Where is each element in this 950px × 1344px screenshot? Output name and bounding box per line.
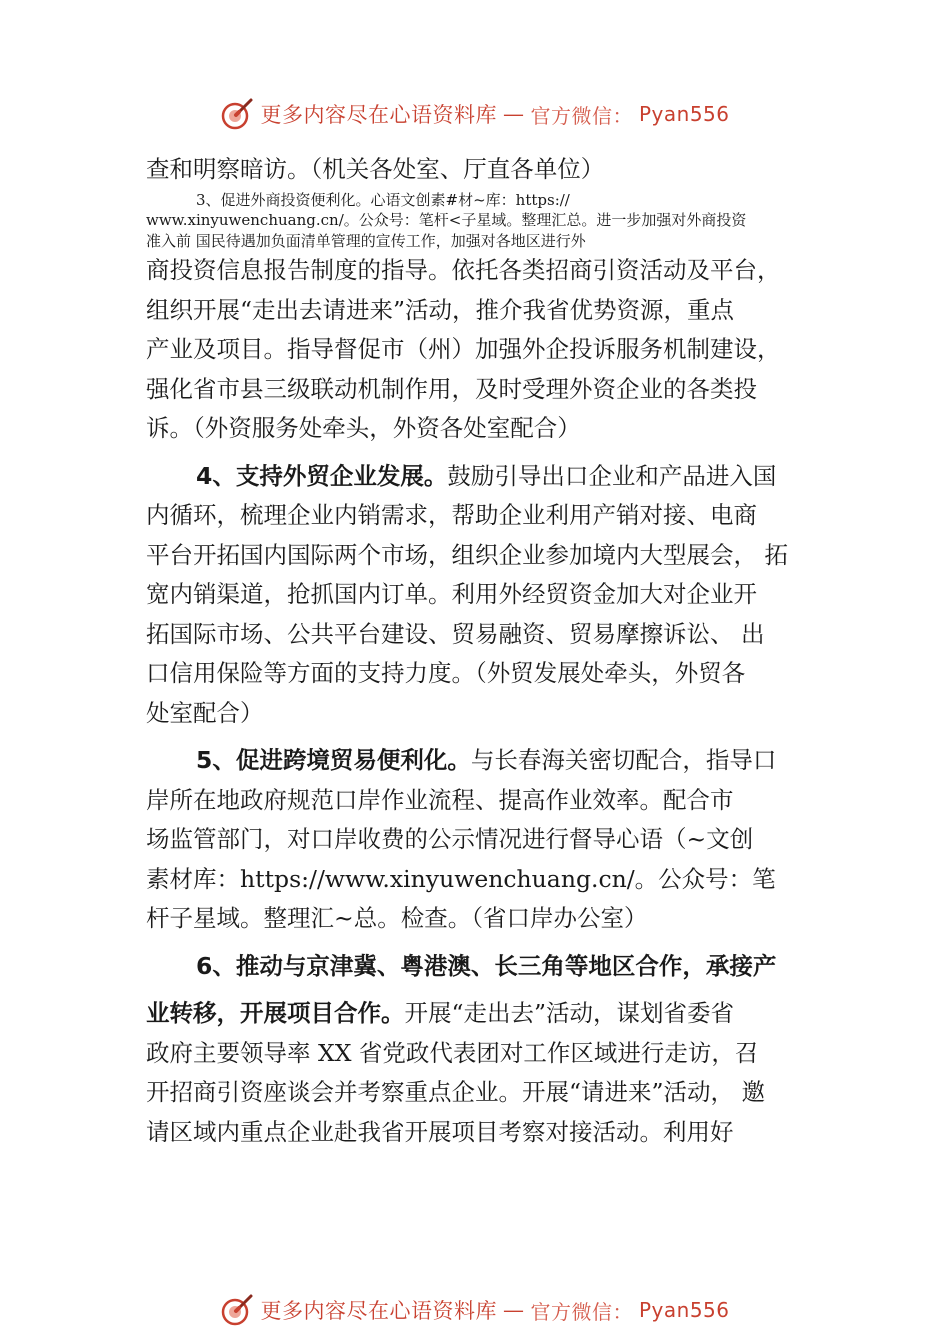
- text-line: 岸所在地政府规范口岸作业流程、提高作业效率。配合市: [146, 785, 734, 814]
- banner-separator: —: [502, 1298, 525, 1322]
- text-line: 政府主要领导率 XX 省党政代表团对工作区域进行走访，召: [146, 1038, 759, 1067]
- banner-wechat-id: Pyan556: [638, 102, 730, 126]
- paragraph-6-second-line: [146, 994, 826, 1034]
- text-line: 宽内销渠道，抢抓国内订单。利用外经贸资金加大对企业开: [146, 580, 757, 608]
- banner-wechat-label: 官方微信：: [530, 103, 633, 128]
- document-body: [146, 150, 826, 1152]
- text-line: 强化省市县三级联动机制作用，及时受理外资企业的各类投: [146, 374, 757, 403]
- text-line: 平台开拓国内国际两个市场，组织企业参加境内大型展会， 拓: [146, 540, 788, 569]
- banner-wechat-id: Pyan556: [638, 1298, 730, 1322]
- text-line: 内循环，梳理企业内销需求，帮助企业利用产销对接、电商: [146, 501, 757, 529]
- paragraph-5-heading: 5、促进跨境贸易便利化。: [196, 746, 471, 774]
- text-line: 准入前 国民待遇加负面清单管理的宣传工作，加强对各地区进行外: [146, 231, 586, 250]
- text-line: www.xinyuwenchuang.cn/。公众号：笔杆<子星域。整理汇总。进一步加强对外商投资: [146, 211, 747, 229]
- banner-wechat-label: 官方微信：: [530, 1299, 633, 1324]
- text-line: 请区域内重点企业赴我省开展项目考察对接活动。利用好: [146, 1117, 734, 1146]
- brush-logo-icon: [220, 1293, 254, 1327]
- text-line: 3、促进外商投资便利化。心语文创素#材~库：https://: [196, 190, 570, 209]
- banner-title: 更多内容尽在心语资料库: [260, 103, 497, 127]
- header-banner: [0, 94, 950, 134]
- text-segment: 开展“走出去”活动，谋划省委省: [404, 999, 735, 1027]
- banner-title: 更多内容尽在心语资料库: [260, 1299, 497, 1323]
- paragraph-6-heading-line: [146, 947, 826, 987]
- text-line: 开招商引资座谈会并考察重点企业。开展“请进来”活动， 邀: [146, 1078, 765, 1106]
- text-line: 拓国际市场、公共平台建设、贸易融资、贸易摩擦诉讼、 出: [146, 619, 765, 648]
- text-line: 查和明察暗访。（机关各处室、厅直各单位）: [146, 155, 605, 183]
- footer-banner: [0, 1290, 950, 1330]
- text-line: 诉。（外资服务处牵头，外资各处室配合）: [146, 414, 581, 442]
- text-line: 处室配合）: [146, 698, 264, 727]
- text-segment: 与长春海关密切配合，指导口: [470, 746, 777, 774]
- paragraph-6-heading-cont: 业转移，开展项目合作。: [146, 999, 405, 1027]
- text-line: 组织开展“走出去请进来”活动，推介我省优势资源，重点: [146, 295, 735, 324]
- text-line: 素材库：https://www.xinyuwenchuang.cn/。公众号：笔: [146, 864, 776, 893]
- text-line: 产业及项目。指导督促市（州）加强外企投诉服务机制建设，: [146, 335, 781, 363]
- brush-logo-icon: [220, 97, 254, 131]
- paragraph-4-first-line: [146, 457, 826, 497]
- paragraph-6-heading: 6、推动与京津冀、粤港澳、长三角等地区合作，承接产: [196, 951, 777, 980]
- text-line: 商投资信息报告制度的指导。依托各类招商引资活动及平台，: [146, 256, 781, 284]
- text-line: 杆子星域。整理汇~总。检查。（省口岸办公室）: [146, 904, 648, 932]
- text-line: 场监管部门，对口岸收费的公示情况进行督导心语（~文创: [146, 825, 754, 853]
- text-line: 口信用保险等方面的支持力度。（外贸发展处牵头，外贸各: [146, 659, 746, 687]
- paragraph-5-first-line: [146, 741, 826, 781]
- banner-separator: —: [502, 102, 525, 126]
- paragraph-4-heading: 4、支持外贸企业发展。: [196, 461, 448, 490]
- text-segment: 鼓励引导出口企业和产品进入国: [447, 461, 777, 490]
